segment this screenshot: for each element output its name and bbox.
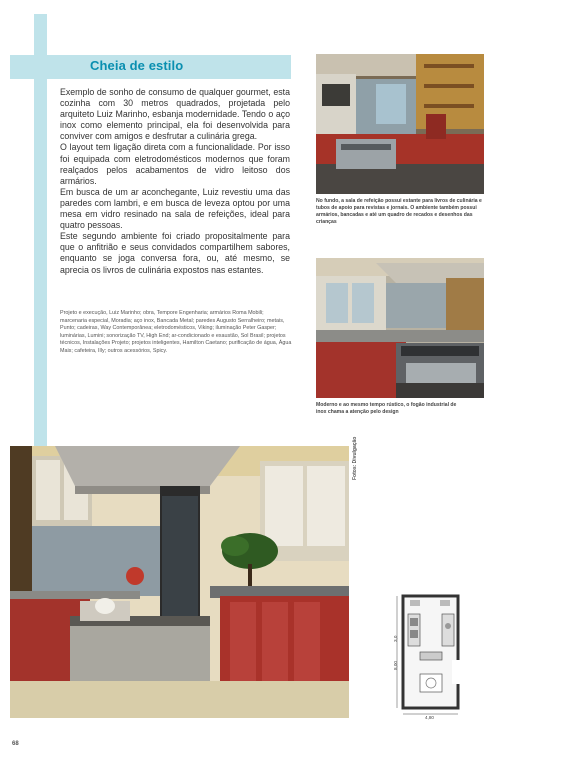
paragraph-1: Exemplo de sonho de consumo de qualquer gourmet, esta cozinha com 30 metros quadrados, projetada pelo arquiteto Luiz Marinho, esbanja modernidade. Tendo o aço inox como elemento principal, ela foi desenvolvida para conviver com amigos e desfrutar a culinária grega. (60, 87, 290, 142)
paragraph-2: O layout tem ligação direta com a funcionalidade. Por isso foi equipada com eletrodomésticos modernos que foram realçados pelos acabamentos de vidro leitoso dos armários. (60, 142, 290, 186)
plan-dimension-height-2: 8,00 (393, 661, 398, 670)
plan-dimension-height: 3,0 (393, 635, 398, 642)
page-number: 68 (12, 741, 19, 747)
floor-plan-drawing (390, 586, 470, 721)
photo-stove-image (316, 258, 484, 398)
caption-dining-area: No fundo, a sala de refeição possui estante para livros de culinária e tubos de apoio para revistas e jornais. O ambiente também possui armários, bancadas e até um quadro de recados e desenhos das crianças (316, 198, 482, 225)
caption-stove: Moderno e ao mesmo tempo rústico, o fogão industrial de inox chama a atenção pelo design (316, 402, 457, 415)
article-title: Cheia de estilo (90, 58, 184, 73)
photo-dining-area (316, 54, 484, 194)
accent-vertical-bar (34, 14, 47, 459)
project-credits: Projeto e execução, Luiz Marinho; obra, Tempore Engenharia; armários Roma Mobili; marcenaria especial, Moradia; aço inox, Bancada Metal; paredes Augusto Serralheiro; metais, Punto; cadeiras, Way Contemporânea; eletrodomésticos, Viking; iluminação Peter Gasper; luminárias, Lumini; sonorização TV, High End; ar-condicionado e exaustão, Sol Brasil; projetos técnicos, Instalações Projeto; projetos inteligentes, Hamilton Caetano; purificação de água, Água Mais; cafeteira, Illy; outros acessórios, Spicy. (60, 310, 292, 354)
plan-dimension-width: 4,80 (425, 715, 434, 720)
photo-kitchen-overview (10, 446, 349, 718)
photo-credit: Fotos: Divulgação (352, 436, 358, 480)
photo-stove (316, 258, 484, 398)
floor-plan (390, 586, 470, 726)
photo-dining-area-image (316, 54, 484, 194)
paragraph-3: Em busca de um ar aconchegante, Luiz revestiu uma das paredes com lambri, e em busca de leveza optou por uma mesa em vidro resinado na sala de refeições, ideal para quatro pessoas. (60, 186, 290, 231)
photo-kitchen-overview-image (10, 446, 349, 718)
paragraph-4: Este segundo ambiente foi criado propositalmente para que o anfitrião e seus convidados compartilhem sabores, enquanto se joga conversa fora, ou, até mesmo, se aprecia os livros de culinária expostos nas estantes. (60, 231, 290, 275)
article-body (60, 87, 290, 276)
